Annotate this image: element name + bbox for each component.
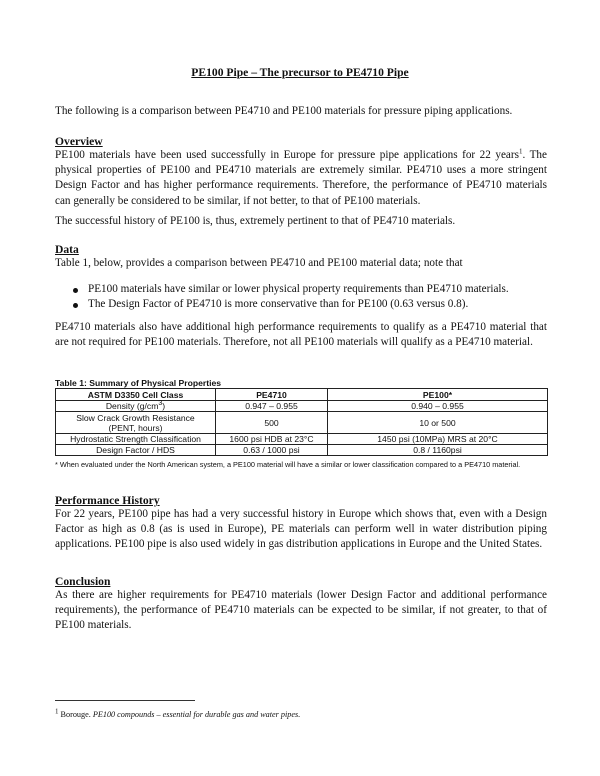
footnote-marker: 1 <box>55 707 59 716</box>
bullet-text: PE100 materials have similar or lower physical property requirements than PE4710 materials. <box>88 283 509 295</box>
row-label-scg <box>56 412 216 434</box>
bullet-text: The Design Factor of PE4710 is more conservative than for PE100 (0.63 versus 0.8). <box>88 298 469 311</box>
physical-properties-table <box>55 388 548 456</box>
scg-label-line-2: (PENT, hours) <box>108 422 163 433</box>
intro-paragraph: The following is a comparison between PE4710 and PE100 materials for pressure piping applications. <box>55 105 513 117</box>
table-cell: 0.8 / 1160psi <box>328 445 548 456</box>
overview-text-start: PE100 materials have been used successfully in Europe for pressure pipe applications for 22 years <box>55 149 519 161</box>
footnote-separator <box>55 700 195 701</box>
list-item <box>55 282 547 297</box>
table-row <box>56 434 548 445</box>
table-header-row <box>56 389 548 401</box>
density-label-close: ) <box>162 401 166 411</box>
performance-paragraph: For 22 years, PE100 pipe has had a very successful history in Europe which shows that, even with a Design Factor as high as 0.8 (as is used in Europe), PE materials can perform well in water distribution piping applications. PE100 pipe is also used widely in gas distribution applications in Europe and the United States. <box>55 508 547 551</box>
data-bullet-list <box>55 282 547 312</box>
overview-history-paragraph: The successful history of PE100 is, thus, extremely pertinent to that of PE4710 materials. <box>55 215 456 227</box>
column-header: PE4710 <box>216 389 328 401</box>
scg-label-line-1: Slow Crack Growth Resistance <box>76 412 195 423</box>
conclusion-paragraph: As there are higher requirements for PE4710 materials (lower Design Factor and additional performance requirements), the performance of PE4710 materials can be expected to be similar, if not greater, to that of PE100 materials. <box>55 589 547 632</box>
performance-heading: Performance History <box>55 494 160 507</box>
density-unit-exponent: 3 <box>158 400 163 408</box>
table-cell: 1600 psi HDB at 23°C <box>216 434 328 445</box>
footnote-reference: 1 <box>518 147 523 156</box>
row-label-density <box>56 401 216 412</box>
column-header: ASTM D3350 Cell Class <box>56 389 216 401</box>
table-row <box>56 401 548 412</box>
table-cell: 500 <box>216 412 328 434</box>
table-caption: Table 1: Summary of Physical Properties <box>55 378 222 388</box>
data-intro-paragraph: Table 1, below, provides a comparison between PE4710 and PE100 material data; note that <box>55 257 463 269</box>
row-label-design-factor: Design Factor / HDS <box>56 445 216 456</box>
overview-paragraph <box>55 148 547 209</box>
footnote <box>55 707 301 719</box>
table-cell: 0.947 – 0.955 <box>216 401 328 412</box>
document-title: PE100 Pipe – The precursor to PE4710 Pipe <box>191 66 409 79</box>
conclusion-heading: Conclusion <box>55 575 111 588</box>
footnote-source: Borouge. <box>60 710 93 719</box>
bullet-icon <box>73 303 78 308</box>
table-cell: 0.940 – 0.955 <box>328 401 548 412</box>
table-row <box>56 445 548 456</box>
footnote-title: PE100 compounds – essential for durable gas and water pipes. <box>92 710 301 719</box>
overview-heading: Overview <box>55 135 103 148</box>
data-requirements-paragraph: PE4710 materials also have additional high performance requirements to qualify as a PE4710 material that are not required for PE100 materials. Therefore, not all PE100 materials will qualify as a PE4710 material. <box>55 321 547 349</box>
table-cell: 0.63 / 1000 psi <box>216 445 328 456</box>
row-label-hsc: Hydrostatic Strength Classification <box>56 434 216 445</box>
data-heading: Data <box>55 243 79 256</box>
table-cell: 1450 psi (10MPa) MRS at 20°C <box>328 434 548 445</box>
table-note: * When evaluated under the North American system, a PE100 material will have a similar or lower classification compared to a PE4710 material. <box>55 460 521 469</box>
overview-text-end: . The physical properties of PE100 and PE4710 materials are extremely similar. PE4710 uses a more stringent Design Factor and has higher performance requirements. Therefore, the performance of PE4710 materials can generally be considered to be similar, if not better, to that of PE100 materials. <box>55 149 547 207</box>
column-header: PE100* <box>328 389 548 401</box>
density-label: Density (g/cm <box>105 401 159 411</box>
bullet-icon <box>73 288 78 293</box>
table-row <box>56 412 548 434</box>
list-item <box>55 297 547 312</box>
table-cell: 10 or 500 <box>328 412 548 434</box>
